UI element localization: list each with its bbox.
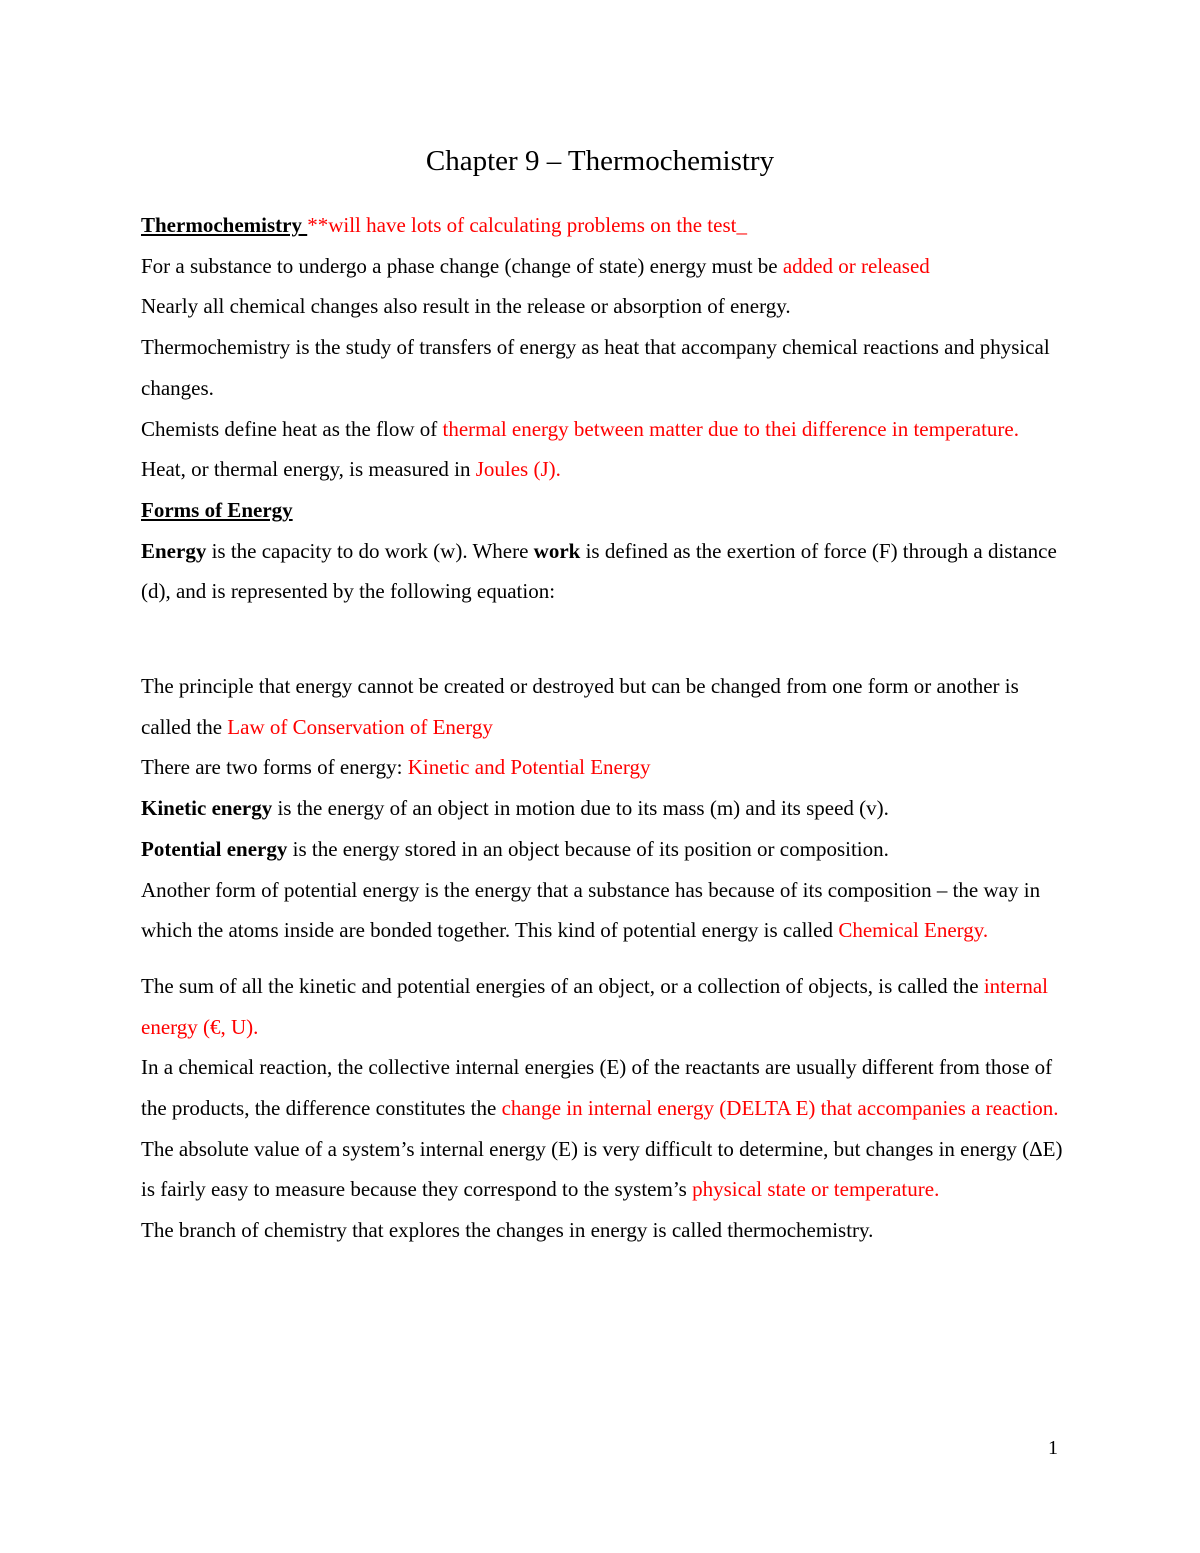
paragraph-two-forms <box>141 747 1066 788</box>
paragraph-energy-definition <box>141 531 1066 612</box>
paragraph-spacer <box>141 951 1066 966</box>
highlighted-text: change in internal energy (DELTA E) that accompanies a reaction. <box>501 1096 1059 1121</box>
paragraph-branch-of-chemistry: The branch of chemistry that explores the changes in energy is called thermochemistry. <box>141 1218 874 1243</box>
paragraph-kinetic-energy <box>141 788 1066 829</box>
page-number: 1 <box>1048 1437 1058 1459</box>
paragraph-text: In a chemical reaction, the collective internal energies (E) of the reactants are usually different from those of the products, the difference constitutes the <box>141 1055 1053 1121</box>
paragraph-thermochemistry-heading <box>141 205 1066 246</box>
paragraph-text: Chemists define heat as the flow of <box>141 416 443 441</box>
paragraph-text: For a substance to undergo a phase change (change of state) energy must be <box>141 253 783 278</box>
paragraph-internal-energy <box>141 966 1066 1047</box>
highlighted-text: added or released <box>782 253 930 278</box>
document-body <box>141 205 1066 1251</box>
paragraph-thermochemistry-definition: Thermochemistry is the study of transfers of energy as heat that accompany chemical reactions and physical changes. <box>141 335 1050 400</box>
equation-space <box>141 612 1066 666</box>
paragraph-text: is the capacity to do work (w). Where <box>206 538 534 563</box>
paragraph-text: The absolute value of a system’s internal energy (E) is very difficult to determine, but changes in energy (ΔE) is fairly easy to measure because they correspond to the system’s <box>141 1136 1063 1202</box>
paragraph-text: The sum of all the kinetic and potential energies of an object, or a collection of objects, is called the <box>141 973 984 998</box>
test-note: **will have lots of calculating problems on the test_ <box>307 213 747 237</box>
paragraph-heat-units <box>141 449 1066 490</box>
paragraph-phase-change <box>141 246 1066 287</box>
section-heading-thermochemistry: Thermochemistry <box>141 213 308 237</box>
term-work: work <box>533 538 581 563</box>
paragraph-text: is the energy of an object in motion due to its mass (m) and its speed (v). <box>272 796 889 821</box>
highlighted-text: physical state or temperature. <box>692 1177 940 1202</box>
highlighted-text: internal energy (€, U). <box>141 973 1048 1039</box>
paragraph-delta-e <box>141 1047 1066 1128</box>
paragraph-absolute-value <box>141 1129 1066 1210</box>
section-heading-forms-of-energy: Forms of Energy <box>141 497 293 522</box>
paragraph-text: is the energy stored in an object because of its position or composition. <box>287 836 889 861</box>
highlighted-text: Kinetic and Potential Energy <box>407 755 651 780</box>
paragraph-potential-energy <box>141 829 1066 870</box>
paragraph-conservation <box>141 666 1066 747</box>
paragraph-text: There are two forms of energy: <box>141 755 408 780</box>
paragraph-text: Another form of potential energy is the energy that a substance has because of its composition – the way in which the atoms inside are bonded together. This kind of potential energy is called <box>141 877 1041 943</box>
highlighted-text: Joules (J). <box>475 457 561 482</box>
term-energy: Energy <box>141 538 207 563</box>
highlighted-text: Law of Conservation of Energy <box>227 714 493 739</box>
paragraph-heat-definition <box>141 409 1066 450</box>
page-title: Chapter 9 – Thermochemistry <box>425 145 775 177</box>
paragraph-text: The principle that energy cannot be created or destroyed but can be changed from one form or another is called the <box>141 674 1019 739</box>
term-potential-energy: Potential energy <box>141 836 288 861</box>
term-kinetic-energy: Kinetic energy <box>141 796 273 821</box>
highlighted-text: thermal energy between matter due to thei difference in temperature. <box>442 416 1019 441</box>
paragraph-chemical-energy <box>141 870 1066 951</box>
paragraph-text: Heat, or thermal energy, is measured in <box>141 457 476 482</box>
paragraph-chemical-changes: Nearly all chemical changes also result in the release or absorption of energy. <box>141 294 791 319</box>
paragraph-text: is defined as the exertion of force (F) through a distance (d), and is represented by the following equation: <box>141 538 1057 604</box>
highlighted-text: Chemical Energy. <box>838 918 989 943</box>
paragraph-forms-of-energy-heading <box>141 490 1066 531</box>
